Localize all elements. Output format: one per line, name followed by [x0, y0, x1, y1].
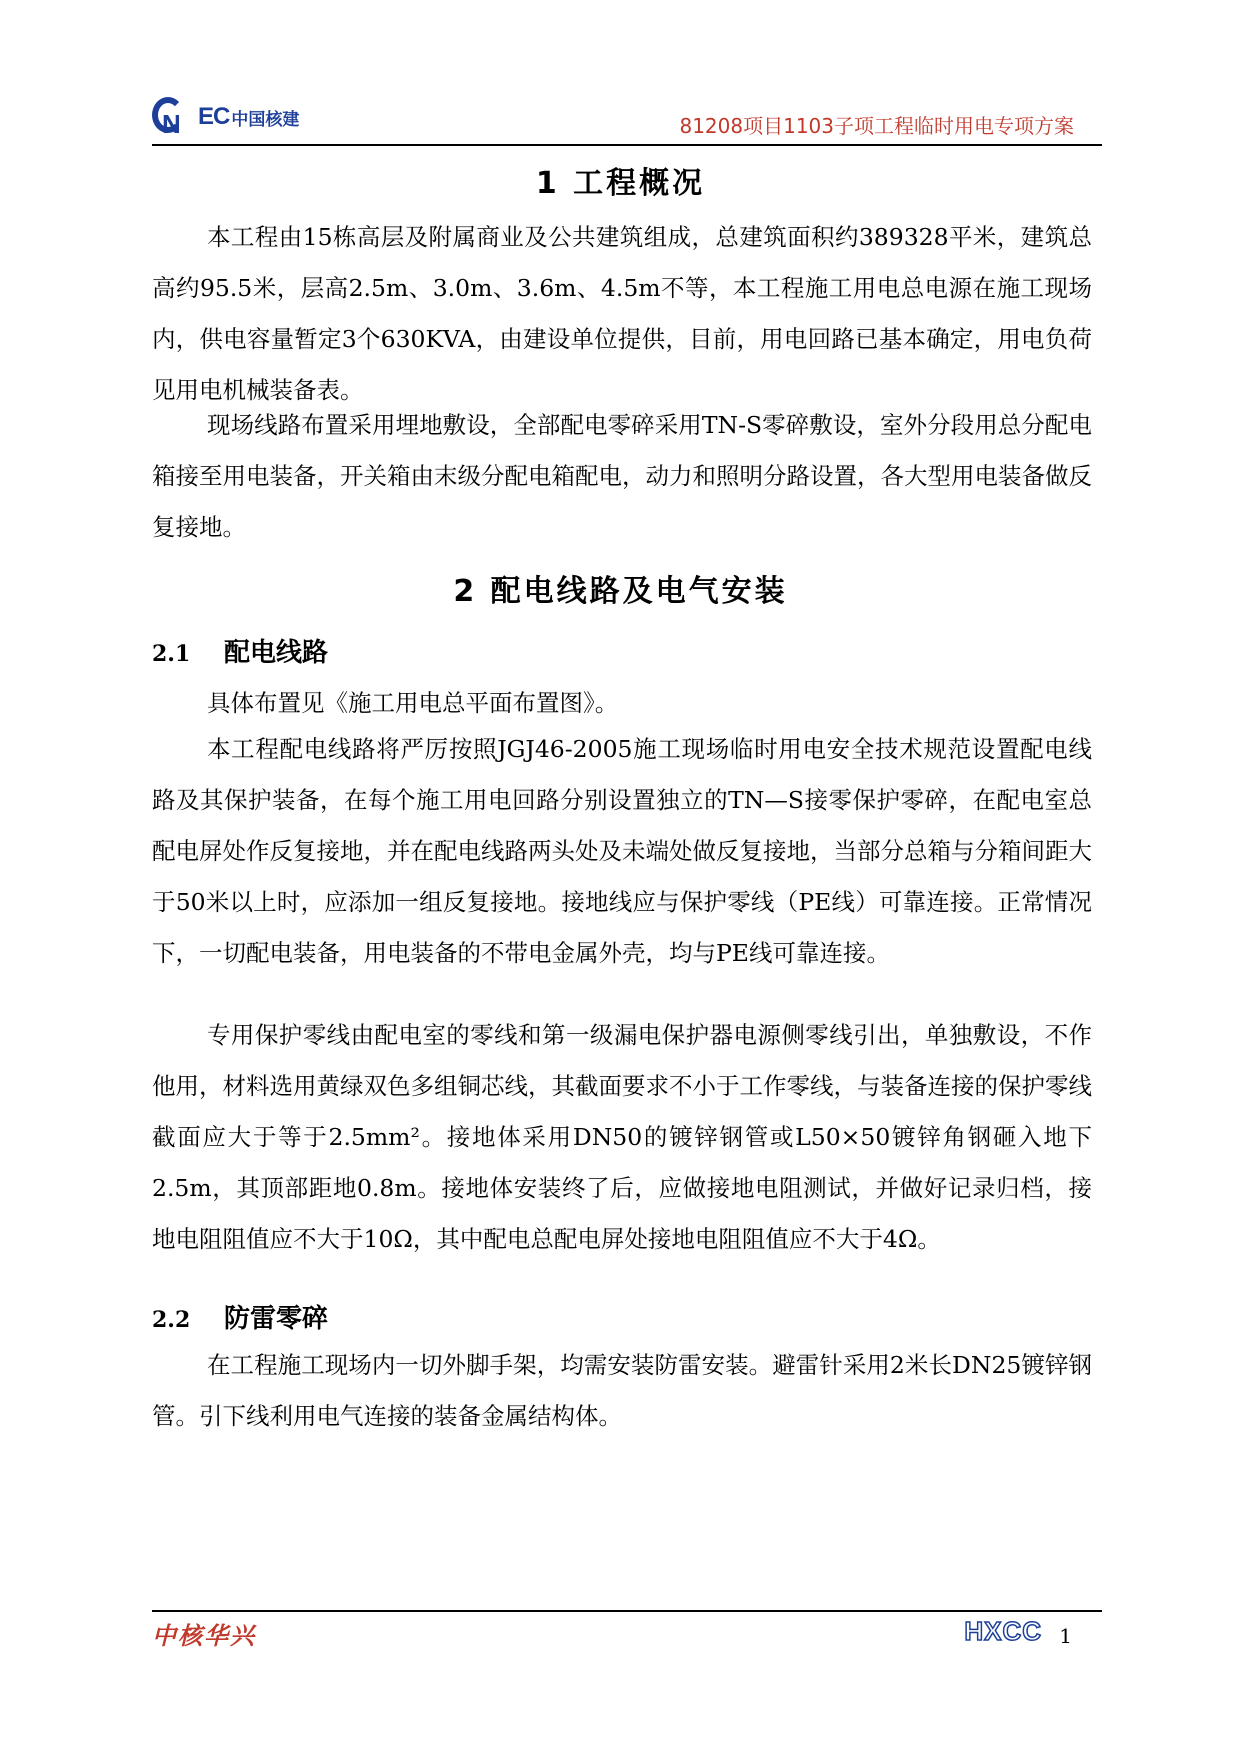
footer-company-logo: 中核华兴: [152, 1621, 256, 1650]
section-1-paragraph-1: 本工程由15栋高层及附属商业及公共建筑组成，总建筑面积约389328平米，建筑总高约95.5米，层高2.5m、3.0m、3.6m、4.5m不等，本工程施工用电总电源在施工现场内，供电容量暂定3个630KVA，由建设单位提供，目前，用电回路已基本确定，用电负荷见用电机械装备表。: [152, 223, 1092, 404]
footer-brand-logo: HXCC: [964, 1616, 1042, 1646]
logo-cn-text: 中国核建: [231, 109, 300, 130]
subsection-title: 防雷零碎: [224, 1304, 329, 1334]
page-header: [152, 92, 1102, 146]
section-2-title: 2 配电线路及电气安装: [453, 574, 788, 609]
subsection-2-1-paragraph-3: 专用保护零线由配电室的零线和第一级漏电保护器电源侧零线引出，单独敷设，不作他用，材料选用黄绿双色多组铜芯线，其截面要求不小于工作零线，与装备连接的保护零线截面应大于等于2.5mm²。接地体采用DN50的镀锌钢管或L50×50镀锌角钢砸入地下2.5m，其顶部距地0.8m。接地体安装终了后，应做接地电阻测试，并做好记录归档，接地电阻阻值应不大于10Ω，其中配电总配电屏处接地电阻阻值应不大于4Ω。: [152, 1021, 1092, 1253]
page-footer: [152, 1610, 1102, 1652]
logo-text: EC: [198, 103, 230, 130]
document-header-title: 81208项目1103子项工程临时用电专项方案: [679, 114, 1074, 138]
subsection-number: 2.1: [152, 641, 191, 667]
subsection-2-2-paragraph-1: 在工程施工现场内一切外脚手架，均需安装防雷安装。避雷针采用2米长DN25镀锌钢管。引下线利用电气连接的装备金属结构体。: [152, 1351, 1092, 1430]
page-number: 1: [1059, 1624, 1072, 1648]
subsection-number: 2.2: [152, 1307, 191, 1333]
subsection-2-1-paragraph-2: 本工程配电线路将严厉按照JGJ46-2005施工现场临时用电安全技术规范设置配电线路及其保护装备，在每个施工用电回路分别设置独立的TN—S接零保护零碎，在配电室总配电屏处作反复接地，并在配电线路两头处及未端处做反复接地，当部分总箱与分箱间距大于50米以上时，应添加一组反复接地。接地线应与保护零线（PE线）可靠连接。正常情况下，一切配电装备，用电装备的不带电金属外壳，均与PE线可靠连接。: [152, 735, 1092, 967]
subsection-title: 配电线路: [224, 638, 329, 668]
company-logo: [152, 92, 299, 142]
subsection-2-1-heading: [152, 632, 328, 669]
subsection-2-1-paragraph-1: 具体布置见《施工用电总平面布置图》。: [207, 689, 619, 717]
logo-mark-icon: N: [152, 97, 196, 137]
section-1-title: 1 工程概况: [535, 166, 706, 201]
section-1-paragraph-2: 现场线路布置采用埋地敷设，全部配电零碎采用TN-S零碎敷设，室外分段用总分配电箱接至用电装备，开关箱由末级分配电箱配电，动力和照明分路设置，各大型用电装备做反复接地。: [152, 411, 1092, 541]
subsection-2-2-heading: [152, 1298, 328, 1335]
